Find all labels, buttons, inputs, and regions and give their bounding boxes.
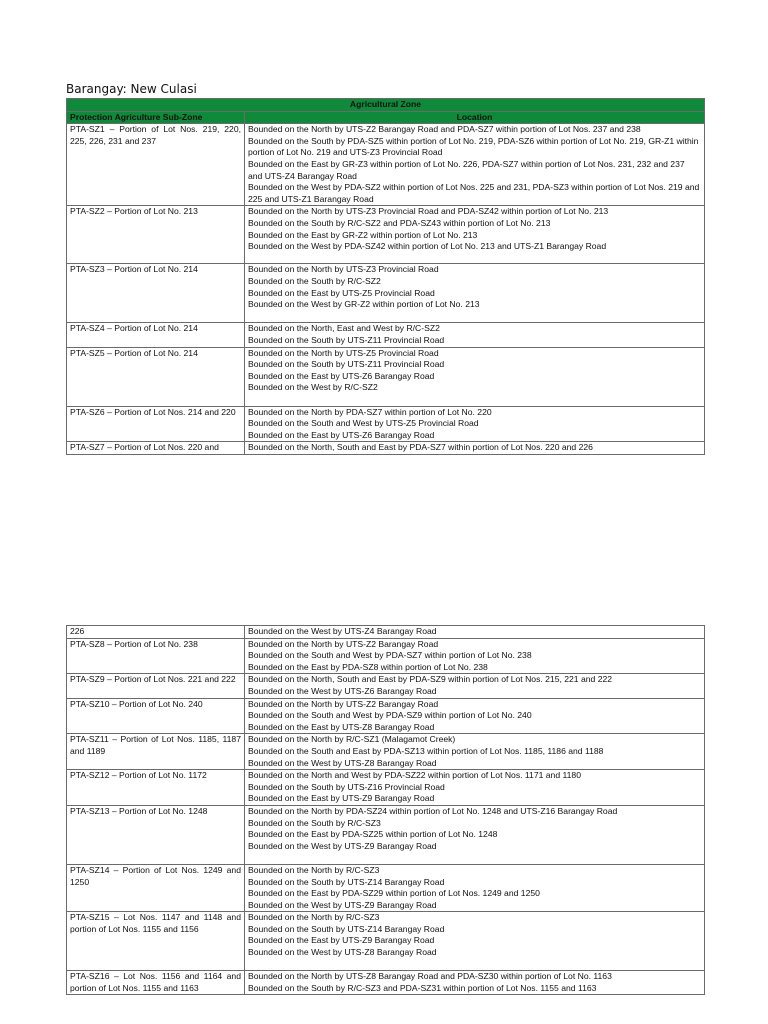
boundary-line: Bounded on the South by UTS-Z11 Provincial Road [248, 334, 445, 345]
boundary-line: Bounded on the North by PDA-SZ24 within portion of Lot No. 1248 and UTS-Z16 Barangay Road [248, 805, 618, 816]
table-row [67, 805, 705, 864]
boundary-line: Bounded on the West by UTS-Z9 Barangay Road [248, 840, 437, 851]
boundary-line: Bounded on the East by UTS-Z9 Barangay Road [248, 793, 435, 804]
location-cell [245, 912, 705, 971]
subzone-cell: PTA-SZ11 – Portion of Lot Nos. 1185, 1187 and 1189 [67, 734, 245, 770]
boundary-line: Bounded on the East by UTS-Z8 Barangay Road [248, 721, 435, 732]
boundary-line: Bounded on the South and West by UTS-Z5 Provincial Road [248, 418, 479, 429]
boundary-line: Bounded on the West by UTS-Z8 Barangay Road [248, 757, 437, 768]
table-row [67, 206, 705, 264]
subzone-cell: PTA-SZ14 – Portion of Lot Nos. 1249 and 1250 [67, 864, 245, 911]
location-cell [245, 347, 705, 406]
boundary-line: Bounded on the North by R/C-SZ3 [248, 864, 380, 875]
location-cell [245, 323, 705, 347]
boundary-line: Bounded on the East by GR-Z3 within portion of Lot No. 226, PDA-SZ7 within portion of Lot Nos. 231, 232 and 237 and UTS-Z4 Barangay Road [248, 158, 685, 181]
boundary-line: Bounded on the North and West by PDA-SZ22 within portion of Lot Nos. 1171 and 1180 [248, 770, 581, 781]
boundary-line: Bounded on the North by UTS-Z2 Barangay Road and PDA-SZ7 within portion of Lot Nos. 237 and 238 [248, 124, 641, 135]
boundary-line: Bounded on the South by UTS-Z14 Barangay Road [248, 923, 445, 934]
location-cell [245, 442, 705, 455]
boundary-line: Bounded on the North by UTS-Z3 Provincial Road [248, 264, 439, 275]
boundary-line: Bounded on the East by PDA-SZ8 within portion of Lot No. 238 [248, 661, 488, 672]
location-cell [245, 674, 705, 698]
subzone-cell: PTA-SZ4 – Portion of Lot No. 214 [67, 323, 245, 347]
boundary-line: Bounded on the South by UTS-Z14 Barangay Road [248, 876, 445, 887]
subzone-cell: PTA-SZ9 – Portion of Lot Nos. 221 and 222 [67, 674, 245, 698]
table-row [67, 406, 705, 442]
boundary-line: Bounded on the West by PDA-SZ42 within portion of Lot No. 213 and UTS-Z1 Barangay Road [248, 241, 607, 252]
boundary-line: Bounded on the West by UTS-Z6 Barangay Road [248, 685, 437, 696]
table-row [67, 347, 705, 406]
table-row [67, 124, 705, 206]
column-header-location: Location [245, 111, 705, 124]
subzone-cell: PTA-SZ10 – Portion of Lot No. 240 [67, 698, 245, 734]
subzone-cell: PTA-SZ7 – Portion of Lot Nos. 220 and [67, 442, 245, 455]
boundary-line: Bounded on the East by UTS-Z6 Barangay Road [248, 370, 435, 381]
boundary-line: Bounded on the North, East and West by R/C-SZ2 [248, 323, 440, 334]
subzone-cell: PTA-SZ5 – Portion of Lot No. 214 [67, 347, 245, 406]
boundary-line: Bounded on the North by PDA-SZ7 within portion of Lot No. 220 [248, 406, 492, 417]
table-row [67, 770, 705, 806]
location-cell [245, 206, 705, 264]
boundary-line: Bounded on the South and East by PDA-SZ13 within portion of Lot Nos. 1185, 1186 and 1188 [248, 745, 604, 756]
boundary-line: Bounded on the East by UTS-Z9 Barangay Road [248, 935, 435, 946]
subzone-cell: PTA-SZ8 – Portion of Lot No. 238 [67, 638, 245, 674]
boundary-line: Bounded on the North by UTS-Z5 Provincial Road [248, 347, 439, 358]
table-row [67, 264, 705, 323]
boundary-line: Bounded on the North by R/C-SZ1 (Malagamot Creek) [248, 734, 456, 745]
subzone-cell: PTA-SZ13 – Portion of Lot No. 1248 [67, 805, 245, 864]
subzone-cell: PTA-SZ12 – Portion of Lot No. 1172 [67, 770, 245, 806]
location-cell [245, 770, 705, 806]
table-row [67, 912, 705, 971]
table-row [67, 638, 705, 674]
barangay-heading: Barangay: New Culasi [66, 82, 197, 96]
location-cell [245, 971, 705, 995]
table-row [67, 674, 705, 698]
boundary-line: Bounded on the West by UTS-Z8 Barangay Road [248, 947, 437, 958]
boundary-line: Bounded on the West by R/C-SZ2 [248, 382, 378, 393]
location-cell [245, 698, 705, 734]
boundary-line: Bounded on the West by GR-Z2 within portion of Lot No. 213 [248, 299, 480, 310]
table-row [67, 971, 705, 995]
boundary-line: Bounded on the South by R/C-SZ3 [248, 817, 381, 828]
boundary-line: Bounded on the North by UTS-Z3 Provincial Road and PDA-SZ42 within portion of Lot No. 213 [248, 206, 609, 217]
table-row [67, 734, 705, 770]
location-cell [245, 406, 705, 442]
column-header-subzone: Protection Agriculture Sub-Zone [67, 111, 245, 124]
zoning-table-page-section-1 [66, 98, 705, 455]
boundary-line: Bounded on the East by PDA-SZ25 within portion of Lot No. 1248 [248, 829, 498, 840]
table-row [67, 698, 705, 734]
boundary-line: Bounded on the North by UTS-Z2 Barangay Road [248, 698, 439, 709]
subzone-cell: PTA-SZ15 – Lot Nos. 1147 and 1148 and portion of Lot Nos. 1155 and 1156 [67, 912, 245, 971]
boundary-line: Bounded on the East by PDA-SZ29 within portion of Lot Nos. 1249 and 1250 [248, 888, 540, 899]
subzone-cell: 226 [67, 626, 245, 639]
boundary-line: Bounded on the North, South and East by PDA-SZ9 within portion of Lot Nos. 215, 221 and 222 [248, 674, 613, 685]
location-cell [245, 264, 705, 323]
boundary-line: Bounded on the South by R/C-SZ2 and PDA-SZ43 within portion of Lot No. 213 [248, 217, 551, 228]
table-row [67, 864, 705, 911]
boundary-line: Bounded on the South and West by PDA-SZ9 within portion of Lot No. 240 [248, 710, 532, 721]
zone-title: Agricultural Zone [67, 99, 705, 112]
location-cell [245, 864, 705, 911]
boundary-line: Bounded on the South by UTS-Z11 Provincial Road [248, 359, 445, 370]
location-cell [245, 626, 705, 639]
location-cell [245, 734, 705, 770]
subzone-cell: PTA-SZ6 – Portion of Lot Nos. 214 and 220 [67, 406, 245, 442]
subzone-cell: PTA-SZ3 – Portion of Lot No. 214 [67, 264, 245, 323]
boundary-line: Bounded on the North by UTS-Z8 Barangay Road and PDA-SZ30 within portion of Lot No. 1163 [248, 971, 612, 982]
subzone-cell: PTA-SZ16 – Lot Nos. 1156 and 1164 and portion of Lot Nos. 1155 and 1163 [67, 971, 245, 995]
boundary-line: Bounded on the West by PDA-SZ2 within portion of Lot Nos. 225 and 231, PDA-SZ3 within portion of Lot Nos. 219 and 225 and UTS-Z1 Barangay Road [248, 182, 700, 204]
table-row [67, 323, 705, 347]
boundary-line: Bounded on the South by R/C-SZ3 and PDA-SZ31 within portion of Lot Nos. 1155 and 1163 [248, 982, 597, 993]
boundary-line: Bounded on the South by UTS-Z16 Provincial Road [248, 781, 445, 792]
table-row [67, 626, 705, 639]
boundary-line: Bounded on the North, South and East by PDA-SZ7 within portion of Lot Nos. 220 and 226 [248, 442, 593, 453]
subzone-cell: PTA-SZ1 – Portion of Lot Nos. 219, 220, 225, 226, 231 and 237 [67, 124, 245, 206]
boundary-line: Bounded on the West by UTS-Z9 Barangay Road [248, 899, 437, 910]
boundary-line: Bounded on the South and West by PDA-SZ7 within portion of Lot No. 238 [248, 650, 532, 661]
zoning-table-page-section-2 [66, 625, 705, 995]
boundary-line: Bounded on the West by UTS-Z4 Barangay Road [248, 626, 437, 636]
table-row [67, 442, 705, 455]
location-cell [245, 805, 705, 864]
location-cell [245, 638, 705, 674]
boundary-line: Bounded on the East by GR-Z2 within portion of Lot No. 213 [248, 229, 478, 240]
boundary-line: Bounded on the East by UTS-Z6 Barangay Road [248, 429, 435, 440]
boundary-line: Bounded on the South by R/C-SZ2 [248, 275, 381, 286]
subzone-cell: PTA-SZ2 – Portion of Lot No. 213 [67, 206, 245, 264]
boundary-line: Bounded on the South by PDA-SZ5 within portion of Lot No. 219, PDA-SZ6 within portion of Lot No. 219, GR-Z1 within portion of Lot No. 219 and UTS-Z3 Provincial Road [248, 135, 699, 158]
boundary-line: Bounded on the North by UTS-Z2 Barangay Road [248, 638, 439, 649]
location-cell [245, 124, 705, 206]
boundary-line: Bounded on the North by R/C-SZ3 [248, 912, 380, 923]
boundary-line: Bounded on the East by UTS-Z5 Provincial Road [248, 287, 435, 298]
